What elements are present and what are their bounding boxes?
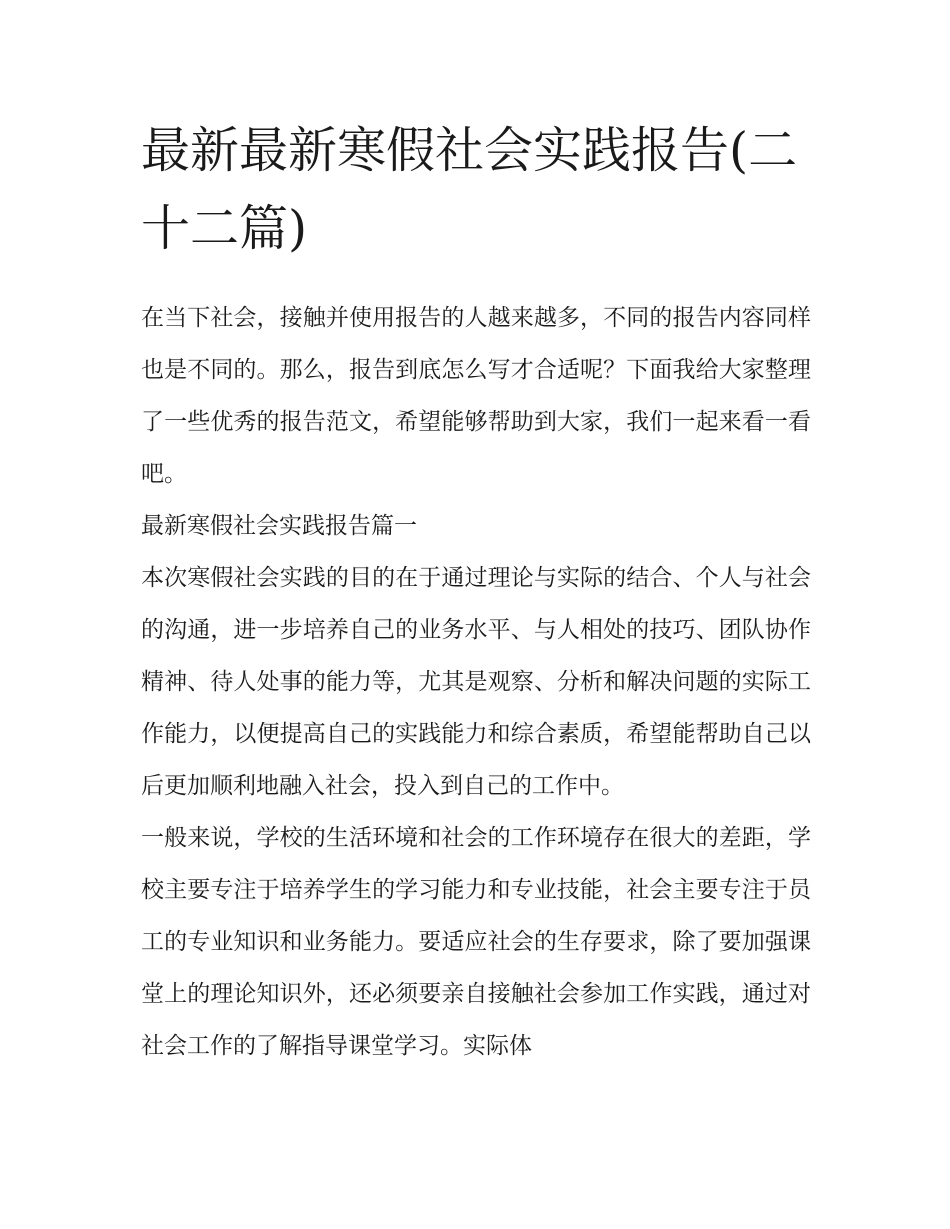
- body-paragraph: 一般来说，学校的生活环境和社会的工作环境存在很大的差距，学校主要专注于培养学生的学习能力和专业技能，社会主要专注于员工的专业知识和业务能力。要适应社会的生存要求，除了要加强课堂上的理论知识外，还必须要亲自接触社会参加工作实践，通过对社会工作的了解指导课堂学习。实际体: [141, 825, 811, 1059]
- document-body: [141, 112, 811, 1072]
- body-paragraph: 本次寒假社会实践的目的在于通过理论与实际的结合、个人与社会的沟通，进一步培养自己的业务水平、与人相处的技巧、团队协作精神、待人处事的能力等，尤其是观察、分析和解决问题的实际工作能力，以便提高自己的实践能力和综合素质，希望能帮助自己以后更加顺利地融入社会，投入到自己的工作中。: [141, 565, 811, 799]
- intro-paragraph: 在当下社会，接触并使用报告的人越来越多，不同的报告内容同样也是不同的。那么，报告到底怎么写才合适呢？下面我给大家整理了一些优秀的报告范文，希望能够帮助到大家，我们一起来看一看吧。: [141, 305, 811, 487]
- document-title: 最新最新寒假社会实践报告(二十二篇): [141, 122, 798, 257]
- section-heading: 最新寒假社会实践报告篇一: [141, 513, 417, 539]
